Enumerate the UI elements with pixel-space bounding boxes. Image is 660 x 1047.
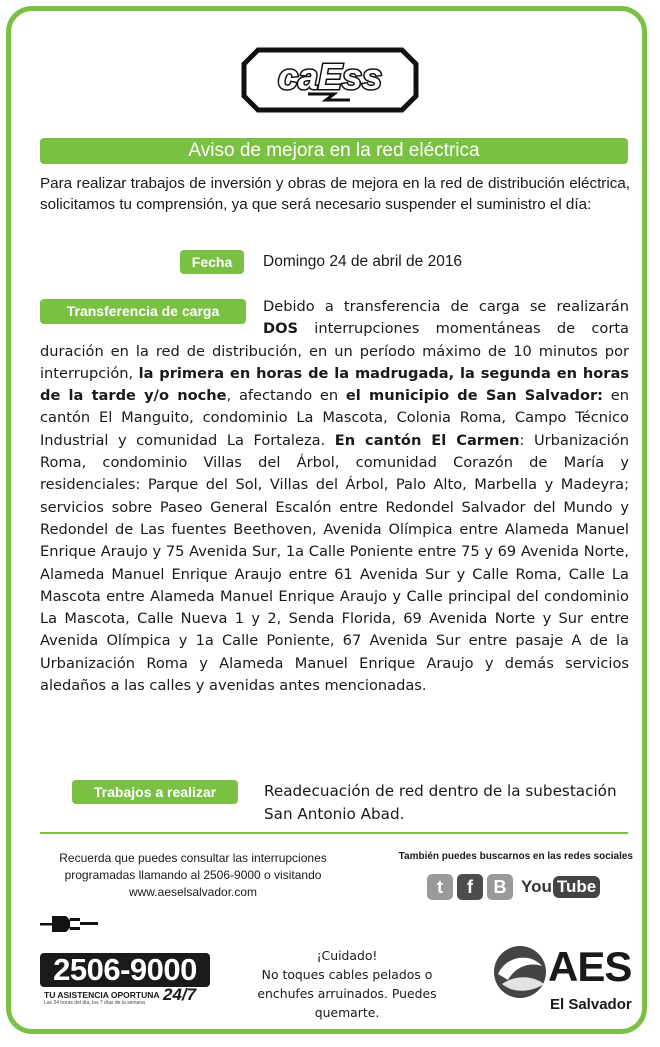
trabajos-label: Trabajos a realizar [72,780,238,804]
transferencia-body [40,296,629,697]
tagline: TU ASISTENCIA OPORTUNA [44,990,160,1000]
fecha-label: Fecha [180,250,244,274]
consult-info: Recuerda que puedes consultar las interrupciones programadas llamando al 2506-9000 o visitando www.aeselsalvador.com [59,851,327,899]
caess-logo [238,44,422,116]
aes-name: AES [548,943,632,990]
caess-logo-text: caEss [277,56,383,97]
body-bold-dos: DOS [263,320,299,338]
phone-number: 2506-9000 [40,953,210,987]
body-bold-carmen: En cantón El Carmen [334,431,520,449]
fecha-value: Domingo 24 de abril de 2016 [263,253,463,270]
tagline-small: Las 24 horas del día, los 7 días de la semana [44,1000,145,1006]
caution-title: ¡Cuidado! [316,948,378,963]
body-bold-municipio: el municipio de San Salvador: [345,387,604,405]
twitter-icon[interactable]: t [427,874,453,900]
body-bold-horarios: la primera en horas de la madrugada, la segunda en horas de la tarde y/o noche [40,364,629,405]
trabajos-value: Readecuación de red dentro de la subestación San Antonio Abad. [264,782,617,823]
youtube-tube: Tube [553,876,600,898]
transferencia-label: Transferencia de carga [40,299,246,324]
social-icons [427,872,600,902]
facebook-icon[interactable]: f [457,874,483,900]
blogger-icon[interactable]: B [487,874,513,900]
body-text-3: , afectando en [226,387,346,405]
notice-title: Aviso de mejora en la red eléctrica [40,138,628,164]
body-text-1: Debido a transferencia de carga se realizarán [263,298,629,315]
caution-block [240,946,454,1022]
social-title: También puedes buscarnos en las redes sociales [398,851,633,862]
plug-icon [40,910,98,938]
caution-text: No toques cables pelados o enchufes arruinados. Puedes quemarte. [257,967,437,1020]
body-text-4: en cantón El Manguito, condominio La Mascota, Colonia Roma, Campo Técnico Industrial y comunidad La Fortaleza. [40,387,629,449]
youtube-icon[interactable] [521,876,600,898]
footer-divider [40,832,628,834]
aes-subtitle: El Salvador [550,996,632,1013]
body-text-2: interrupciones momentáneas de corta duración en la red de distribución, en un período máximo de 10 minutos por interrupción, [40,320,629,382]
youtube-you: You [521,877,552,896]
tagline-247: 24/7 [163,985,197,1004]
notice-intro: Para realizar trabajos de inversión y obras de mejora en la red de distribución eléctrica, solicitamos tu comprensión, ya que será necesario suspender el suministro el día: [40,175,630,213]
body-text-5: : Urbanización Roma, condominio Villas del Árbol, comunidad Corazón de María y residenciales: Parque del Sol, Villas del Árbol, Palo Alto, Marbella y Madeyra; servicios sobre Paseo General Escalón entre Redondel Salvador del Mundo y Redondel de Las fuentes Beethoven, Avenida Olímpica entre Alameda Manuel Enrique Araujo y 75 Avenida Sur, 1a Calle Poniente entre 75 y 69 Avenida Norte, Alameda Manuel Enrique Araujo entre 61 Avenida Sur y Calle Roma, Calle La Mascota entre Alameda Manuel Enrique Araujo y Calle principal del condominio La Mascota, Calle Nueva 1 y 2, Senda Florida, 69 Avenida Norte y Sur entre Avenida Olímpica y 1a Calle Poniente, 67 Avenida Sur entre pasaje A de la Urbanización Roma y Alameda Manuel Enrique Araujo y demás servicios aledaños a las calles y avenidas antes mencionadas. [40,431,629,695]
